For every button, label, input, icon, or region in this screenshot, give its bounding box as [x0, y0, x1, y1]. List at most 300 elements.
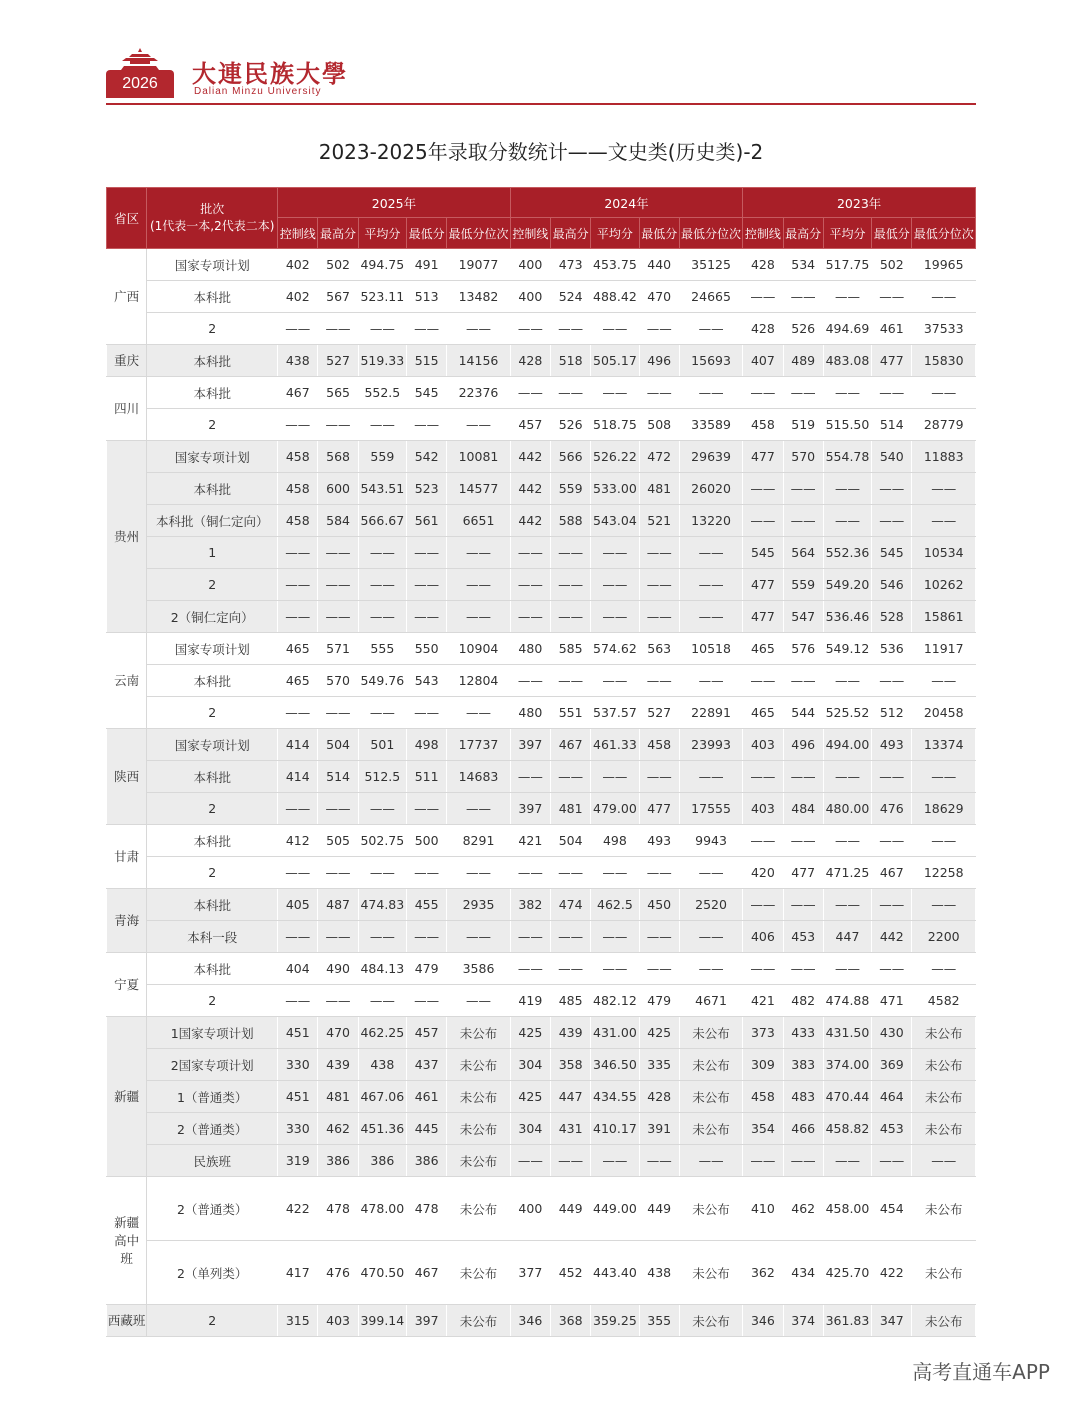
value-cell: —— [743, 761, 783, 793]
value-cell: —— [358, 857, 406, 889]
value-cell: —— [639, 857, 679, 889]
year-badge: 2026 [106, 70, 174, 98]
value-cell: 330 [278, 1113, 318, 1145]
value-cell: 543 [407, 665, 447, 697]
value-cell: 2520 [679, 889, 742, 921]
value-cell: —— [912, 377, 976, 409]
value-cell: 403 [318, 1305, 358, 1337]
value-cell: —— [550, 921, 590, 953]
value-cell: 483 [783, 1081, 823, 1113]
batch-cell: 2（单列类） [147, 1241, 278, 1305]
value-cell: 504 [318, 729, 358, 761]
value-cell: 461.33 [591, 729, 639, 761]
value-cell: 382 [510, 889, 550, 921]
value-cell: 514 [872, 409, 912, 441]
value-cell: 465 [278, 633, 318, 665]
batch-cell: 本科批 [147, 473, 278, 505]
value-cell: 400 [510, 281, 550, 313]
value-cell: 584 [318, 505, 358, 537]
value-cell: 513 [407, 281, 447, 313]
batch-cell: 2（普通类） [147, 1177, 278, 1241]
value-cell: —— [550, 1145, 590, 1177]
value-cell: 449.00 [591, 1177, 639, 1241]
value-cell: 547 [783, 601, 823, 633]
value-cell: —— [318, 537, 358, 569]
value-cell: 552.5 [358, 377, 406, 409]
value-cell: —— [550, 761, 590, 793]
value-cell: 425 [510, 1081, 550, 1113]
value-cell: —— [823, 281, 871, 313]
value-cell: —— [510, 537, 550, 569]
table-row [107, 537, 976, 569]
value-cell: —— [550, 377, 590, 409]
value-cell: 403 [743, 729, 783, 761]
value-cell: 549.12 [823, 633, 871, 665]
value-cell: —— [278, 697, 318, 729]
value-cell: 未公布 [447, 1049, 510, 1081]
value-cell: —— [550, 665, 590, 697]
value-cell: 479 [407, 953, 447, 985]
value-cell: 458 [743, 409, 783, 441]
value-cell: —— [912, 761, 976, 793]
value-cell: 525.52 [823, 697, 871, 729]
subheader-cell: 最低分位次 [679, 218, 742, 249]
value-cell: 未公布 [679, 1081, 742, 1113]
value-cell: 502 [872, 249, 912, 281]
subheader-cell: 最低分 [407, 218, 447, 249]
value-cell: —— [407, 921, 447, 953]
value-cell: 454 [872, 1177, 912, 1241]
table-row [107, 1305, 976, 1337]
value-cell: —— [872, 377, 912, 409]
value-cell: —— [743, 505, 783, 537]
value-cell: 4582 [912, 985, 976, 1017]
value-cell: —— [679, 921, 742, 953]
table-row [107, 1145, 976, 1177]
value-cell: 410.17 [591, 1113, 639, 1145]
value-cell: —— [679, 313, 742, 345]
value-cell: —— [278, 985, 318, 1017]
value-cell: —— [743, 473, 783, 505]
value-cell: —— [679, 761, 742, 793]
value-cell: 18629 [912, 793, 976, 825]
value-cell: 355 [639, 1305, 679, 1337]
subheader-cell: 最高分 [550, 218, 590, 249]
value-cell: 未公布 [447, 1241, 510, 1305]
value-cell: 470 [639, 281, 679, 313]
value-cell: 13374 [912, 729, 976, 761]
value-cell: 10081 [447, 441, 510, 473]
value-cell: 480.00 [823, 793, 871, 825]
value-cell: 未公布 [679, 1017, 742, 1049]
value-cell: —— [447, 697, 510, 729]
value-cell: —— [510, 953, 550, 985]
value-cell: 438 [639, 1241, 679, 1305]
value-cell: 451 [278, 1081, 318, 1113]
value-cell: 386 [358, 1145, 406, 1177]
table-row [107, 1081, 976, 1113]
value-cell: —— [447, 409, 510, 441]
value-cell: 477 [639, 793, 679, 825]
admission-score-table [106, 187, 976, 1337]
value-cell: —— [639, 601, 679, 633]
value-cell: —— [591, 1145, 639, 1177]
value-cell: 431.50 [823, 1017, 871, 1049]
page-title: 2023-2025年录取分数统计——文史类(历史类)-2 [318, 140, 764, 164]
value-cell: —— [639, 1145, 679, 1177]
value-cell: 407 [743, 345, 783, 377]
batch-cell: 本科批 [147, 761, 278, 793]
value-cell: 20458 [912, 697, 976, 729]
value-cell: 未公布 [679, 1305, 742, 1337]
value-cell: 4671 [679, 985, 742, 1017]
value-cell: 37533 [912, 313, 976, 345]
value-cell: 536 [872, 633, 912, 665]
batch-cell: 1 [147, 537, 278, 569]
value-cell: 309 [743, 1049, 783, 1081]
university-name-cn: 大連民族大學 [192, 59, 348, 88]
value-cell: —— [278, 569, 318, 601]
table-row [107, 985, 976, 1017]
value-cell: 502.75 [358, 825, 406, 857]
province-cell: 青海 [107, 889, 147, 953]
value-cell: —— [278, 601, 318, 633]
value-cell: —— [358, 921, 406, 953]
value-cell: —— [550, 953, 590, 985]
value-cell: —— [823, 889, 871, 921]
province-cell: 陕西 [107, 729, 147, 825]
value-cell: 13220 [679, 505, 742, 537]
value-cell: 430 [872, 1017, 912, 1049]
value-cell: 304 [510, 1049, 550, 1081]
value-cell: 458 [639, 729, 679, 761]
value-cell: 414 [278, 761, 318, 793]
value-cell: 471 [872, 985, 912, 1017]
value-cell: 458 [743, 1081, 783, 1113]
value-cell: 470 [318, 1017, 358, 1049]
value-cell: 528 [872, 601, 912, 633]
value-cell: —— [358, 793, 406, 825]
value-cell: —— [591, 601, 639, 633]
value-cell: 422 [872, 1241, 912, 1305]
value-cell: 404 [278, 953, 318, 985]
value-cell: 428 [510, 345, 550, 377]
value-cell: 354 [743, 1113, 783, 1145]
value-cell: 512 [872, 697, 912, 729]
value-cell: 362 [743, 1241, 783, 1305]
table-row [107, 313, 976, 345]
watermark: 高考直通车APP [912, 1360, 1050, 1384]
value-cell: 570 [783, 441, 823, 473]
value-cell: —— [407, 313, 447, 345]
value-cell: 515 [407, 345, 447, 377]
value-cell: —— [550, 537, 590, 569]
value-cell: 481 [550, 793, 590, 825]
value-cell: 28779 [912, 409, 976, 441]
value-cell: —— [912, 665, 976, 697]
value-cell: 439 [550, 1017, 590, 1049]
value-cell: —— [783, 761, 823, 793]
value-cell: 477 [743, 569, 783, 601]
table-body [107, 249, 976, 1337]
value-cell: 545 [407, 377, 447, 409]
value-cell: 576 [783, 633, 823, 665]
batch-cell: 2 [147, 697, 278, 729]
value-cell: 484 [783, 793, 823, 825]
batch-cell: 国家专项计划 [147, 633, 278, 665]
value-cell: 412 [278, 825, 318, 857]
value-cell: —— [591, 569, 639, 601]
value-cell: 未公布 [447, 1081, 510, 1113]
value-cell: 397 [510, 729, 550, 761]
value-cell: 447 [550, 1081, 590, 1113]
value-cell: —— [743, 953, 783, 985]
value-cell: 15861 [912, 601, 976, 633]
batch-cell: 本科批 [147, 953, 278, 985]
value-cell: 523.11 [358, 281, 406, 313]
batch-cell: 2（普通类） [147, 1113, 278, 1145]
value-cell: 559 [550, 473, 590, 505]
value-cell: 421 [743, 985, 783, 1017]
value-cell: —— [679, 569, 742, 601]
value-cell: 462.5 [591, 889, 639, 921]
value-cell: 567 [318, 281, 358, 313]
value-cell: 440 [639, 249, 679, 281]
value-cell: 346 [510, 1305, 550, 1337]
value-cell: 453 [783, 921, 823, 953]
value-cell: 428 [743, 313, 783, 345]
value-cell: 373 [743, 1017, 783, 1049]
value-cell: —— [318, 857, 358, 889]
value-cell: 400 [510, 249, 550, 281]
value-cell: 500 [407, 825, 447, 857]
value-cell: 467 [407, 1241, 447, 1305]
value-cell: 479 [639, 985, 679, 1017]
value-cell: 517.75 [823, 249, 871, 281]
value-cell: 544 [783, 697, 823, 729]
value-cell: 476 [872, 793, 912, 825]
value-cell: —— [407, 697, 447, 729]
value-cell: —— [783, 825, 823, 857]
table-row [107, 793, 976, 825]
value-cell: 549.76 [358, 665, 406, 697]
value-cell: —— [679, 537, 742, 569]
value-cell: —— [318, 985, 358, 1017]
value-cell: —— [510, 921, 550, 953]
batch-cell: 2（铜仁定向） [147, 601, 278, 633]
value-cell: 482 [783, 985, 823, 1017]
value-cell: 543.51 [358, 473, 406, 505]
value-cell: —— [912, 889, 976, 921]
value-cell: 543.04 [591, 505, 639, 537]
value-cell: 19965 [912, 249, 976, 281]
value-cell: —— [447, 793, 510, 825]
value-cell: 未公布 [447, 1145, 510, 1177]
batch-cell: 本科批（铜仁定向） [147, 505, 278, 537]
value-cell: —— [318, 601, 358, 633]
value-cell: 462.25 [358, 1017, 406, 1049]
table-row [107, 953, 976, 985]
province-cell: 贵州 [107, 441, 147, 633]
value-cell: —— [872, 825, 912, 857]
value-cell: —— [783, 889, 823, 921]
table-row [107, 601, 976, 633]
value-cell: —— [783, 473, 823, 505]
table-row [107, 633, 976, 665]
subheader-cell: 控制线 [743, 218, 783, 249]
value-cell: 458.00 [823, 1177, 871, 1241]
value-cell: 未公布 [912, 1081, 976, 1113]
value-cell: 467 [278, 377, 318, 409]
batch-cell: 国家专项计划 [147, 441, 278, 473]
value-cell: 未公布 [912, 1177, 976, 1241]
value-cell: 505.17 [591, 345, 639, 377]
value-cell: 504 [550, 825, 590, 857]
value-cell: —— [823, 761, 871, 793]
value-cell: —— [743, 281, 783, 313]
value-cell: —— [872, 665, 912, 697]
value-cell: 566 [550, 441, 590, 473]
value-cell: 347 [872, 1305, 912, 1337]
value-cell: 未公布 [679, 1049, 742, 1081]
table-row [107, 441, 976, 473]
batch-cell: 1（普通类） [147, 1081, 278, 1113]
table-row [107, 665, 976, 697]
value-cell: 458.82 [823, 1113, 871, 1145]
value-cell: 未公布 [912, 1305, 976, 1337]
value-cell: —— [912, 953, 976, 985]
value-cell: 494.00 [823, 729, 871, 761]
value-cell: —— [318, 569, 358, 601]
value-cell: 474.83 [358, 889, 406, 921]
batch-cell: 2 [147, 313, 278, 345]
value-cell: 498 [407, 729, 447, 761]
header-year-2023: 2023年 [743, 188, 976, 218]
value-cell: 439 [318, 1049, 358, 1081]
value-cell: 585 [550, 633, 590, 665]
value-cell: 未公布 [912, 1241, 976, 1305]
subheader-cell: 平均分 [823, 218, 871, 249]
value-cell: —— [823, 377, 871, 409]
value-cell: —— [639, 921, 679, 953]
value-cell: 405 [278, 889, 318, 921]
value-cell: 588 [550, 505, 590, 537]
batch-cell: 本科批 [147, 345, 278, 377]
value-cell: —— [358, 697, 406, 729]
batch-cell: 本科批 [147, 665, 278, 697]
value-cell: 494.69 [823, 313, 871, 345]
value-cell: —— [591, 761, 639, 793]
value-cell: —— [872, 505, 912, 537]
value-cell: 537.57 [591, 697, 639, 729]
subheader-cell: 最低分位次 [447, 218, 510, 249]
table-row [107, 569, 976, 601]
value-cell: 未公布 [447, 1113, 510, 1145]
value-cell: —— [639, 313, 679, 345]
value-cell: 391 [639, 1113, 679, 1145]
value-cell: 493 [872, 729, 912, 761]
province-cell: 新疆 高中 班 [107, 1177, 147, 1305]
table-row [107, 1017, 976, 1049]
value-cell: 未公布 [447, 1177, 510, 1241]
value-cell: 35125 [679, 249, 742, 281]
value-cell: 551 [550, 697, 590, 729]
batch-cell: 本科批 [147, 889, 278, 921]
batch-cell: 2国家专项计划 [147, 1049, 278, 1081]
value-cell: 453 [872, 1113, 912, 1145]
batch-cell: 2 [147, 409, 278, 441]
value-cell: 442 [510, 505, 550, 537]
value-cell: 502 [318, 249, 358, 281]
value-cell: —— [510, 761, 550, 793]
value-cell: 458 [278, 441, 318, 473]
value-cell: —— [318, 313, 358, 345]
value-cell: 428 [639, 1081, 679, 1113]
value-cell: 445 [407, 1113, 447, 1145]
value-cell: 465 [278, 665, 318, 697]
value-cell: 467.06 [358, 1081, 406, 1113]
value-cell: 564 [783, 537, 823, 569]
value-cell: 542 [407, 441, 447, 473]
value-cell: —— [358, 569, 406, 601]
value-cell: —— [407, 793, 447, 825]
value-cell: 477 [743, 441, 783, 473]
value-cell: 552.36 [823, 537, 871, 569]
value-cell: 561 [407, 505, 447, 537]
subheader-cell: 最高分 [318, 218, 358, 249]
value-cell: 2200 [912, 921, 976, 953]
value-cell: 359.25 [591, 1305, 639, 1337]
value-cell: 未公布 [679, 1241, 742, 1305]
value-cell: —— [912, 1145, 976, 1177]
value-cell: 478.00 [358, 1177, 406, 1241]
batch-cell: 1国家专项计划 [147, 1017, 278, 1049]
value-cell: —— [407, 537, 447, 569]
value-cell: —— [743, 377, 783, 409]
value-cell: 14683 [447, 761, 510, 793]
value-cell: —— [407, 985, 447, 1017]
value-cell: 563 [639, 633, 679, 665]
value-cell: 14577 [447, 473, 510, 505]
value-cell: 482.12 [591, 985, 639, 1017]
value-cell: 未公布 [679, 1113, 742, 1145]
subheader-cell: 平均分 [358, 218, 406, 249]
value-cell: 491 [407, 249, 447, 281]
value-cell: 455 [407, 889, 447, 921]
value-cell: —— [278, 921, 318, 953]
value-cell: 15830 [912, 345, 976, 377]
table-row [107, 697, 976, 729]
value-cell: 496 [783, 729, 823, 761]
pavilion-icon [120, 48, 160, 72]
batch-cell: 本科一段 [147, 921, 278, 953]
value-cell: 471.25 [823, 857, 871, 889]
value-cell: 521 [639, 505, 679, 537]
header [106, 40, 976, 106]
value-cell: —— [591, 377, 639, 409]
value-cell: 421 [510, 825, 550, 857]
value-cell: —— [639, 569, 679, 601]
value-cell: —— [872, 953, 912, 985]
value-cell: 24665 [679, 281, 742, 313]
subheader-cell: 最高分 [783, 218, 823, 249]
value-cell: 450 [639, 889, 679, 921]
value-cell: 478 [318, 1177, 358, 1241]
table-row [107, 249, 976, 281]
value-cell: 518 [550, 345, 590, 377]
value-cell: 467 [872, 857, 912, 889]
value-cell: —— [358, 409, 406, 441]
